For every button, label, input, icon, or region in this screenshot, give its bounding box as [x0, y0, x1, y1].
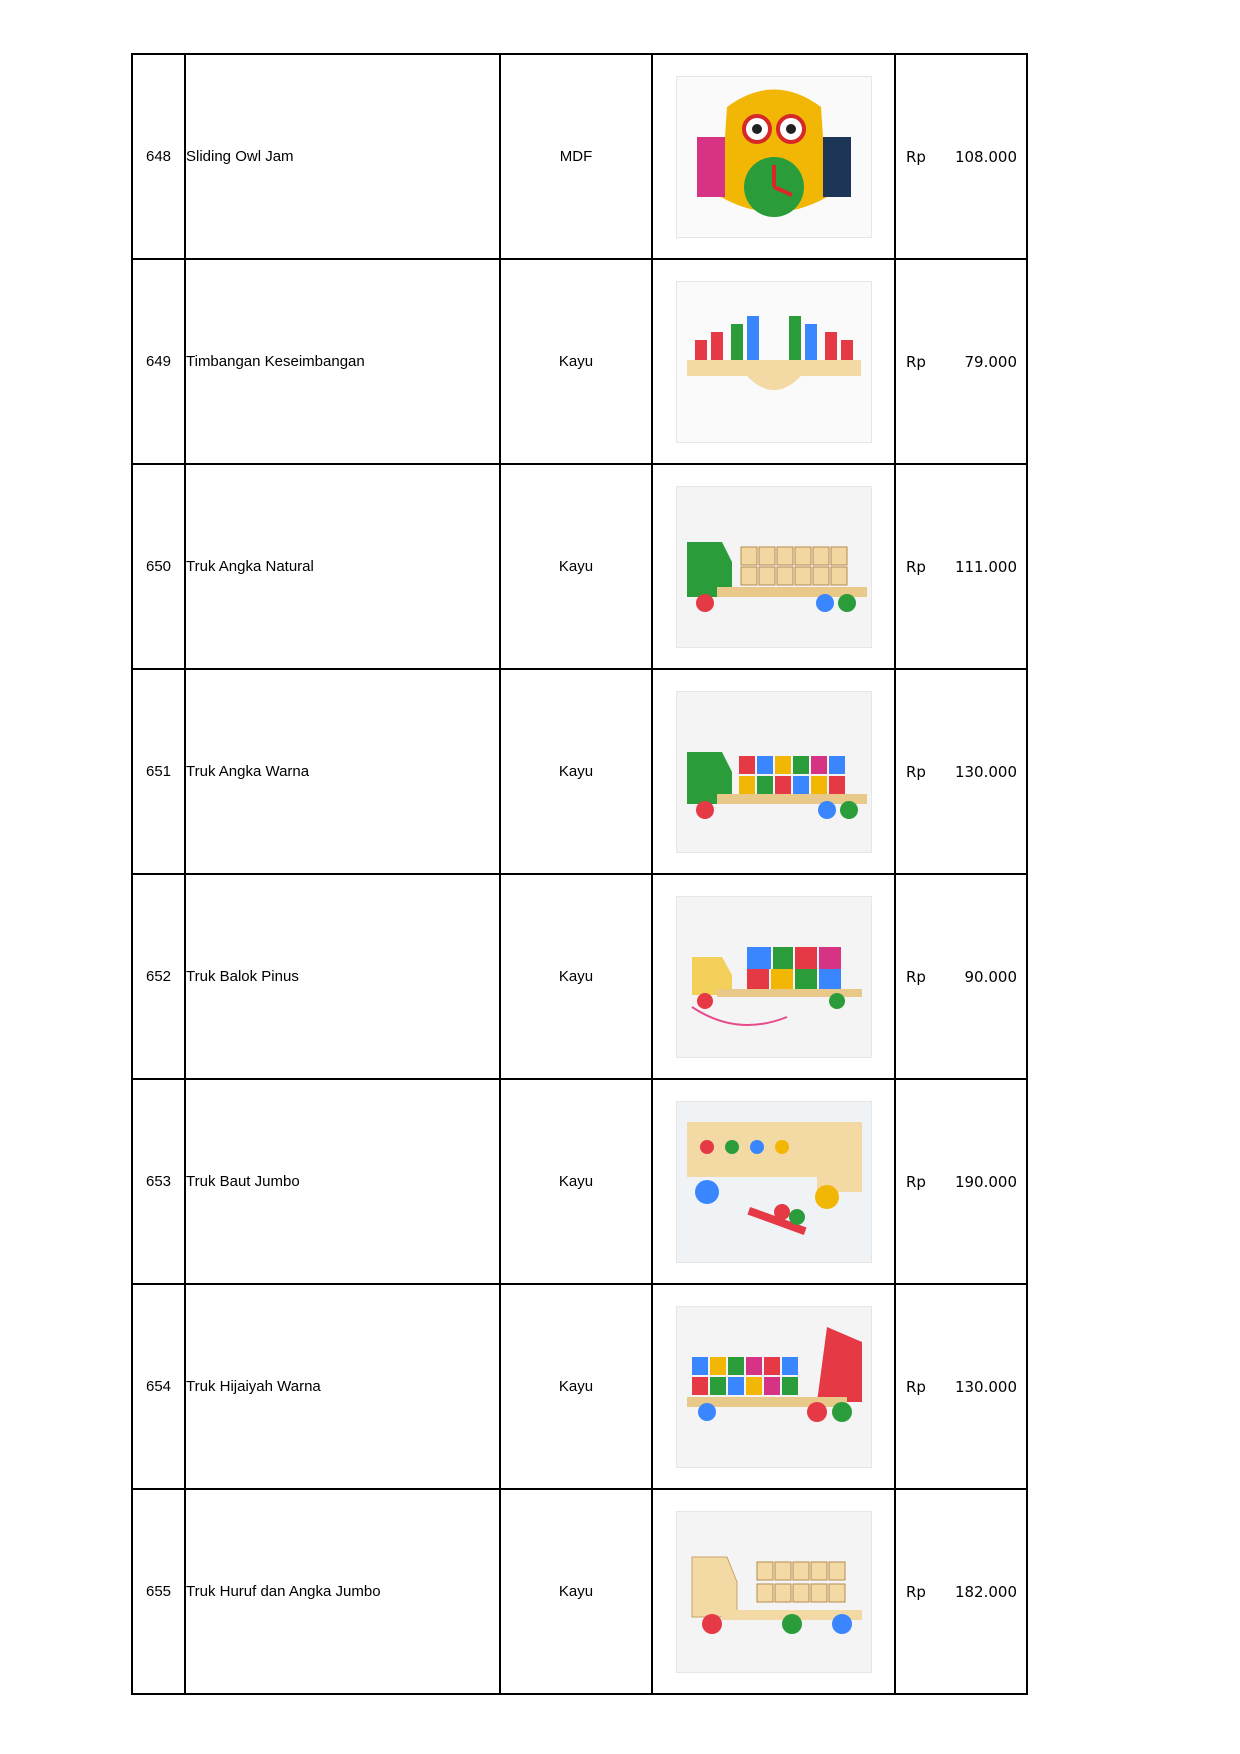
product-image [676, 76, 872, 238]
currency-label: Rp [906, 557, 926, 576]
product-price: 130.000 [954, 1377, 1017, 1396]
product-number: 651 [132, 669, 185, 874]
product-image-cell [652, 874, 895, 1079]
product-material: Kayu [500, 464, 652, 669]
product-image [676, 896, 872, 1058]
product-image-cell [652, 259, 895, 464]
product-image-cell [652, 669, 895, 874]
product-price: 182.000 [954, 1582, 1017, 1601]
product-number: 652 [132, 874, 185, 1079]
product-image [676, 691, 872, 853]
product-price-cell [895, 54, 1027, 259]
product-table [131, 53, 1028, 1695]
product-price-cell [895, 259, 1027, 464]
table-row [132, 874, 1027, 1079]
product-name: Truk Huruf dan Angka Jumbo [185, 1489, 500, 1694]
currency-label: Rp [906, 762, 926, 781]
product-price-cell [895, 464, 1027, 669]
product-image-cell [652, 54, 895, 259]
currency-label: Rp [906, 147, 926, 166]
product-image-cell [652, 1284, 895, 1489]
product-price-cell [895, 1079, 1027, 1284]
product-price-cell [895, 1489, 1027, 1694]
product-number: 648 [132, 54, 185, 259]
product-material: Kayu [500, 669, 652, 874]
product-price: 108.000 [954, 147, 1017, 166]
product-image [676, 281, 872, 443]
product-price: 190.000 [954, 1172, 1017, 1191]
product-number: 650 [132, 464, 185, 669]
product-name: Timbangan Keseimbangan [185, 259, 500, 464]
product-material: Kayu [500, 874, 652, 1079]
product-material: MDF [500, 54, 652, 259]
currency-label: Rp [906, 1172, 926, 1191]
product-image [676, 1306, 872, 1468]
product-price-cell [895, 874, 1027, 1079]
product-material: Kayu [500, 1079, 652, 1284]
table-row [132, 1284, 1027, 1489]
product-material: Kayu [500, 1284, 652, 1489]
product-image [676, 486, 872, 648]
product-name: Truk Balok Pinus [185, 874, 500, 1079]
product-number: 655 [132, 1489, 185, 1694]
product-number: 654 [132, 1284, 185, 1489]
product-price-cell [895, 1284, 1027, 1489]
product-price: 111.000 [954, 557, 1017, 576]
table-row [132, 669, 1027, 874]
product-image [676, 1511, 872, 1673]
table-row [132, 464, 1027, 669]
currency-label: Rp [906, 1377, 926, 1396]
currency-label: Rp [906, 967, 926, 986]
table-row [132, 1079, 1027, 1284]
product-name: Truk Baut Jumbo [185, 1079, 500, 1284]
product-image-cell [652, 1489, 895, 1694]
product-image-cell [652, 1079, 895, 1284]
product-price: 130.000 [954, 762, 1017, 781]
product-name: Sliding Owl Jam [185, 54, 500, 259]
product-table-body [132, 54, 1027, 1694]
table-row [132, 54, 1027, 259]
currency-label: Rp [906, 352, 926, 371]
table-row [132, 1489, 1027, 1694]
product-price: 90.000 [964, 967, 1017, 986]
currency-label: Rp [906, 1582, 926, 1601]
product-price: 79.000 [964, 352, 1017, 371]
product-image [676, 1101, 872, 1263]
table-row [132, 259, 1027, 464]
product-price-cell [895, 669, 1027, 874]
product-name: Truk Hijaiyah Warna [185, 1284, 500, 1489]
product-image-cell [652, 464, 895, 669]
product-material: Kayu [500, 1489, 652, 1694]
product-name: Truk Angka Natural [185, 464, 500, 669]
product-material: Kayu [500, 259, 652, 464]
product-name: Truk Angka Warna [185, 669, 500, 874]
product-number: 649 [132, 259, 185, 464]
product-number: 653 [132, 1079, 185, 1284]
